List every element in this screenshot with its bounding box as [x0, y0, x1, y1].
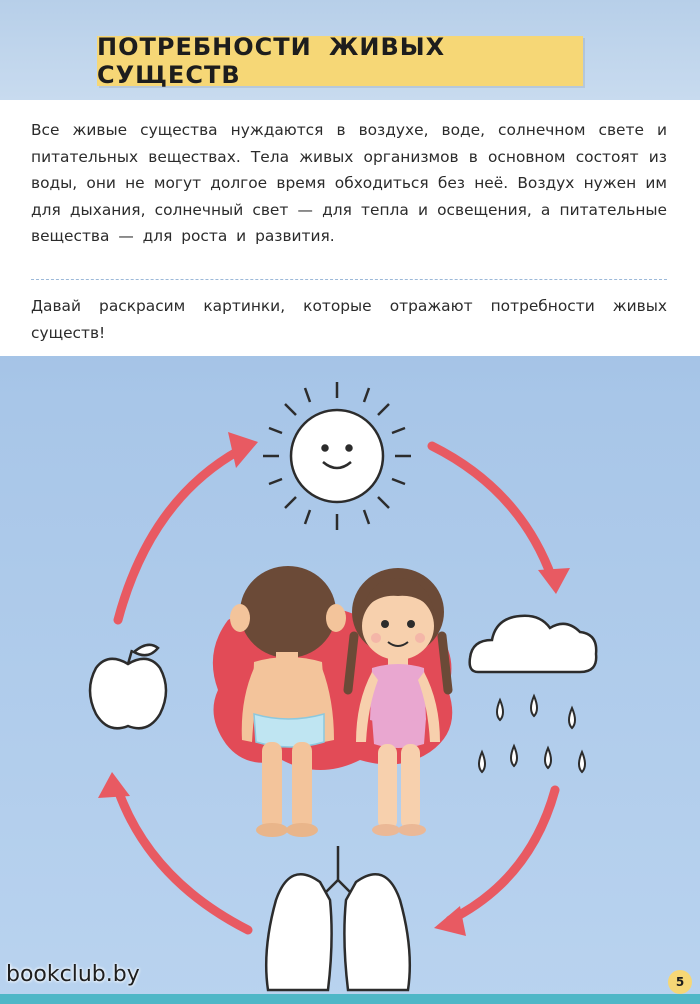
boy-figure [230, 566, 346, 837]
bottom-strip [0, 994, 700, 1004]
page-number: 5 [668, 970, 692, 994]
arrow-sun-to-cloud [432, 446, 552, 578]
watermark: bookclub.by [6, 962, 140, 987]
apple-icon [90, 645, 166, 728]
dashed-divider [31, 279, 667, 280]
arrow-lungs-to-apple [118, 790, 248, 930]
arrow-apple-to-sun [118, 450, 240, 620]
arrow-head-2 [538, 568, 570, 594]
cloud-icon [470, 616, 597, 672]
needs-cycle-illustration [0, 356, 700, 1004]
lungs-icon [266, 846, 410, 990]
intro-paragraph: Все живые существа нуждаются в воздухе, воде, солнечном свете и питательных веществах. Тела живых организмов в основном состоят из воды, они не могут долгое время обходиться без неё. Воздух нужен им для дыхания, солнечный свет — для тепла и освещения, а питательные вещества — для роста и развития. [31, 121, 667, 245]
raindrops-icon [479, 696, 585, 772]
arrow-head-4 [98, 772, 130, 798]
task-paragraph: Давай раскрасим картинки, которые отражают потребности живых существ! [31, 297, 667, 342]
girl-figure [348, 568, 448, 836]
arrow-head-1 [228, 432, 258, 468]
page-title: ПОТРЕБНОСТИ ЖИВЫХ СУЩЕСТВ [97, 33, 446, 89]
arrow-rain-to-lungs [450, 790, 555, 920]
title-banner [97, 33, 583, 89]
sun-icon [263, 382, 411, 530]
